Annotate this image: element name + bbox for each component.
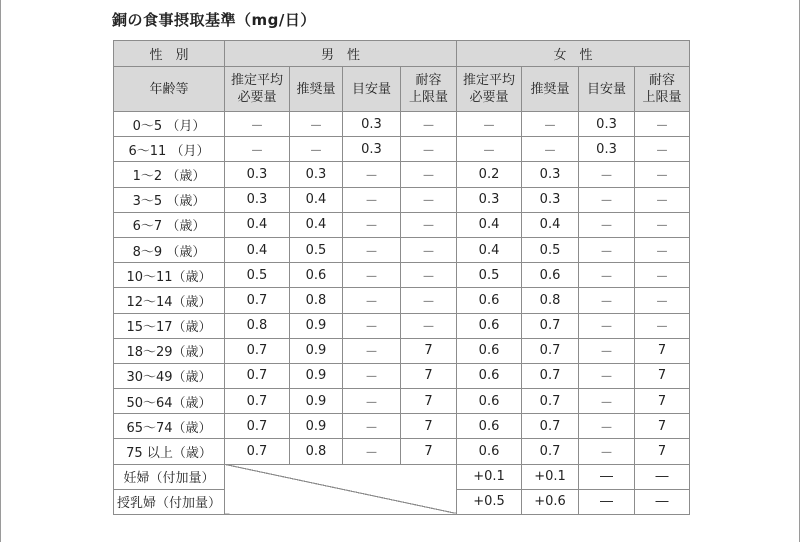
value-cell: －	[343, 288, 401, 313]
value-cell: －	[635, 187, 690, 212]
value-cell: ―	[579, 489, 635, 514]
value-cell: 0.4	[225, 237, 290, 262]
value-cell: 0.5	[225, 263, 290, 288]
header-row-sex	[114, 41, 690, 67]
value-cell: －	[343, 187, 401, 212]
value-cell: －	[401, 162, 457, 187]
value-cell: 0.7	[225, 439, 290, 464]
value-cell: －	[343, 263, 401, 288]
table-row	[114, 162, 690, 187]
value-cell: 0.7	[522, 363, 579, 388]
header-line: 目安量	[587, 81, 627, 97]
header-line: 推定平均	[463, 73, 516, 88]
age-cell: 12～14（歳）	[114, 288, 225, 313]
value-cell: －	[401, 187, 457, 212]
page-title: 銅の食事摂取基準（mg/日）	[112, 11, 316, 29]
age-cell: 妊婦（付加量）	[114, 464, 225, 489]
table-row	[114, 288, 690, 313]
age-cell: 18～29（歳）	[114, 338, 225, 363]
value-cell: －	[343, 363, 401, 388]
table-body	[114, 112, 690, 515]
table-row	[114, 112, 690, 137]
value-cell: 7	[635, 414, 690, 439]
value-cell: 0.5	[522, 237, 579, 262]
header-line: 上限量	[642, 90, 682, 105]
value-cell: 0.7	[522, 389, 579, 414]
value-cell: －	[343, 313, 401, 338]
value-cell: －	[522, 112, 579, 137]
value-cell: －	[290, 137, 343, 162]
value-cell: 0.6	[457, 363, 522, 388]
value-cell: 0.6	[522, 263, 579, 288]
value-cell: 0.8	[290, 288, 343, 313]
copper-intake-table	[113, 40, 690, 515]
value-cell: 0.7	[522, 338, 579, 363]
value-cell: －	[579, 363, 635, 388]
value-cell: 0.9	[290, 363, 343, 388]
age-cell: 6～7 （歳）	[114, 212, 225, 237]
value-cell: +0.1	[522, 464, 579, 489]
value-cell: 7	[401, 389, 457, 414]
value-cell: －	[343, 162, 401, 187]
value-cell: 0.6	[457, 414, 522, 439]
value-cell: 0.7	[225, 363, 290, 388]
value-cell: 0.2	[457, 162, 522, 187]
value-cell: －	[579, 338, 635, 363]
value-cell: －	[401, 137, 457, 162]
value-cell: 0.3	[343, 112, 401, 137]
value-cell: －	[635, 288, 690, 313]
table-row	[114, 414, 690, 439]
table-header	[114, 41, 690, 112]
value-cell: 7	[635, 363, 690, 388]
value-cell: 0.3	[225, 187, 290, 212]
header-row-columns	[114, 67, 690, 112]
header-line: 推奨量	[530, 81, 570, 97]
age-cell: 50～64（歳）	[114, 389, 225, 414]
value-cell: 0.3	[522, 162, 579, 187]
header-line: 推定平均	[230, 73, 283, 88]
male-ai-header	[343, 67, 401, 112]
value-cell: 7	[401, 439, 457, 464]
sex-label: 性 別	[114, 41, 225, 67]
value-cell: ―	[579, 464, 635, 489]
age-cell: 15～17（歳）	[114, 313, 225, 338]
value-cell: 0.3	[579, 112, 635, 137]
value-cell: 0.9	[290, 313, 343, 338]
male-rda-header	[290, 67, 343, 112]
value-cell: －	[579, 187, 635, 212]
value-cell: 0.3	[290, 162, 343, 187]
age-cell: 6～11 （月）	[114, 137, 225, 162]
age-cell: 0～5 （月）	[114, 112, 225, 137]
male-ear-header	[225, 67, 290, 112]
female-rda-header	[522, 67, 579, 112]
value-cell: +0.1	[457, 464, 522, 489]
value-cell: －	[401, 237, 457, 262]
value-cell: 7	[635, 338, 690, 363]
female-ul-header	[635, 67, 690, 112]
value-cell: －	[579, 389, 635, 414]
value-cell: 0.8	[522, 288, 579, 313]
header-line: 上限量	[409, 90, 449, 105]
value-cell: ―	[635, 489, 690, 514]
value-cell: －	[579, 237, 635, 262]
value-cell: －	[579, 288, 635, 313]
header-line: 必要量	[237, 90, 277, 105]
value-cell: －	[401, 313, 457, 338]
value-cell: 0.3	[225, 162, 290, 187]
value-cell: 0.4	[457, 237, 522, 262]
value-cell: 0.7	[522, 439, 579, 464]
age-cell: 1～2 （歳）	[114, 162, 225, 187]
value-cell: 0.3	[343, 137, 401, 162]
value-cell: 0.9	[290, 414, 343, 439]
value-cell: 0.6	[457, 288, 522, 313]
value-cell: 0.6	[457, 313, 522, 338]
value-cell: 0.7	[225, 414, 290, 439]
value-cell: 0.5	[290, 237, 343, 262]
value-cell: －	[635, 162, 690, 187]
female-ear-header	[457, 67, 522, 112]
table-row	[114, 263, 690, 288]
value-cell: －	[635, 313, 690, 338]
value-cell: +0.6	[522, 489, 579, 514]
male-ul-header	[401, 67, 457, 112]
value-cell: 0.3	[522, 187, 579, 212]
value-cell: －	[343, 439, 401, 464]
age-cell: 65～74（歳）	[114, 414, 225, 439]
value-cell: －	[635, 137, 690, 162]
value-cell: －	[635, 263, 690, 288]
value-cell: 0.5	[457, 263, 522, 288]
value-cell: －	[343, 338, 401, 363]
age-cell: 30～49（歳）	[114, 363, 225, 388]
value-cell: 0.7	[522, 414, 579, 439]
value-cell: 0.7	[522, 313, 579, 338]
header-line: 耐容	[415, 73, 442, 88]
value-cell: －	[343, 389, 401, 414]
value-cell: 0.3	[457, 187, 522, 212]
table-row	[114, 313, 690, 338]
value-cell: －	[343, 212, 401, 237]
header-line: 必要量	[469, 90, 509, 105]
value-cell: 7	[401, 363, 457, 388]
page-edge-left	[0, 0, 1, 542]
age-label: 年齢等	[114, 67, 225, 112]
value-cell: －	[401, 263, 457, 288]
value-cell: 0.6	[457, 439, 522, 464]
value-cell: 0.4	[457, 212, 522, 237]
header-line: 目安量	[351, 81, 391, 97]
table-row	[114, 389, 690, 414]
table-row	[114, 439, 690, 464]
value-cell: 0.8	[225, 313, 290, 338]
value-cell: －	[635, 112, 690, 137]
value-cell: －	[579, 414, 635, 439]
value-cell: 0.4	[290, 212, 343, 237]
value-cell: －	[401, 288, 457, 313]
female-ai-header	[579, 67, 635, 112]
value-cell: 0.4	[522, 212, 579, 237]
age-cell: 10～11（歳）	[114, 263, 225, 288]
value-cell: －	[522, 137, 579, 162]
value-cell: 0.9	[290, 338, 343, 363]
age-cell: 8～9 （歳）	[114, 237, 225, 262]
table-row	[114, 187, 690, 212]
value-cell: 7	[401, 338, 457, 363]
value-cell: －	[343, 414, 401, 439]
value-cell: 0.8	[290, 439, 343, 464]
value-cell: －	[401, 112, 457, 137]
value-cell: 0.7	[225, 389, 290, 414]
value-cell: 0.4	[225, 212, 290, 237]
value-cell: ―	[635, 464, 690, 489]
value-cell: －	[579, 439, 635, 464]
value-cell: 0.9	[290, 389, 343, 414]
value-cell: －	[401, 212, 457, 237]
value-cell: －	[225, 137, 290, 162]
value-cell: －	[579, 313, 635, 338]
table-row	[114, 363, 690, 388]
value-cell: －	[635, 237, 690, 262]
value-cell: 0.6	[457, 338, 522, 363]
value-cell: 7	[401, 414, 457, 439]
value-cell: －	[579, 263, 635, 288]
value-cell: 0.7	[225, 288, 290, 313]
value-cell: 7	[635, 389, 690, 414]
table-row	[114, 212, 690, 237]
header-line: 耐容	[649, 73, 676, 88]
value-cell: 0.6	[457, 389, 522, 414]
age-cell: 75 以上（歳）	[114, 439, 225, 464]
age-cell: 3～5 （歳）	[114, 187, 225, 212]
value-cell: －	[290, 112, 343, 137]
female-header: 女 性	[457, 41, 690, 67]
value-cell: 0.4	[290, 187, 343, 212]
value-cell: 7	[635, 439, 690, 464]
table-row-supplement	[114, 464, 690, 489]
value-cell: －	[635, 212, 690, 237]
value-cell: +0.5	[457, 489, 522, 514]
table-row	[114, 237, 690, 262]
male-header: 男 性	[225, 41, 457, 67]
value-cell: －	[579, 162, 635, 187]
value-cell: 0.7	[225, 338, 290, 363]
value-cell: －	[457, 137, 522, 162]
value-cell: －	[457, 112, 522, 137]
diagonal-blank-cell	[225, 464, 457, 514]
age-cell: 授乳婦（付加量）	[114, 489, 225, 514]
value-cell: －	[343, 237, 401, 262]
value-cell: －	[579, 212, 635, 237]
value-cell: 0.3	[579, 137, 635, 162]
value-cell: 0.6	[290, 263, 343, 288]
value-cell: －	[225, 112, 290, 137]
header-line: 推奨量	[296, 81, 336, 97]
table-row	[114, 137, 690, 162]
table-row	[114, 338, 690, 363]
